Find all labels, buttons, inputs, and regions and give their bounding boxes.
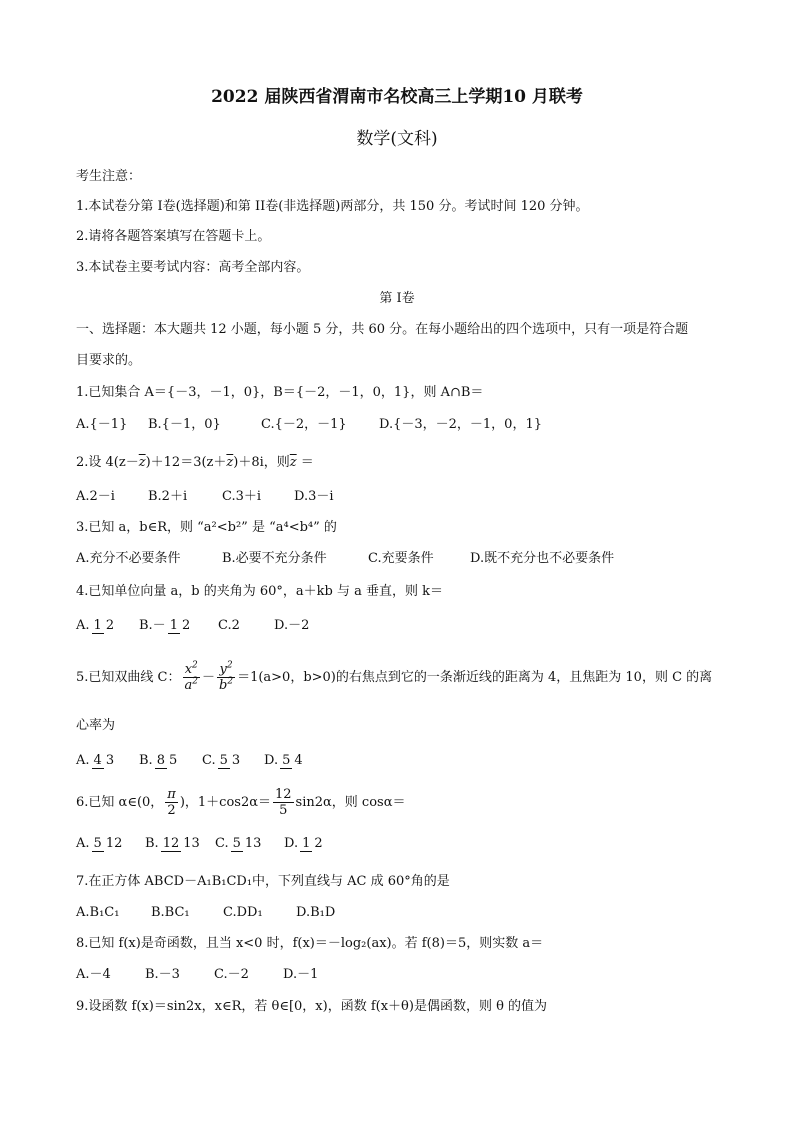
fraction: 1 2 — [93, 617, 115, 633]
stem-part: 5.已知双曲线 C： — [76, 670, 181, 685]
option-c: C.2 — [218, 618, 240, 633]
stem-part: )，1＋cos2α＝ — [179, 795, 271, 810]
option-c: C.{－2，－1} — [261, 417, 347, 432]
question-7-stem: 7.在正方体 ABCD－A₁B₁CD₁中，下列直线与 AC 成 60°角的是 — [76, 874, 450, 889]
question-4-stem: 4.已知单位向量 a，b 的夹角为 60°，a＋kb 与 a 垂直，则 k＝ — [76, 584, 444, 599]
option-b: B.－ 1 2 — [139, 617, 191, 633]
option-b: B.－3 — [145, 967, 180, 982]
question-5-stem: 5.已知双曲线 C： $\frac{x^2}{a^2}$ － $\frac{y^2}{b^2}$ ＝1(a>0，b>0)的右焦点到它的一条渐近线的距离为 4，且焦距为 10，则 C 的离 — [76, 660, 713, 693]
option-b: B.BC₁ — [151, 905, 190, 920]
exam-title: 2022 届陕西省渭南市名校高三上学期10 月联考 — [211, 87, 583, 107]
question-9-stem: 9.设函数 f(x)＝sin2x，x∈R，若 θ∈[0，x)，函数 f(x＋θ)是偶函数，则 θ 的值为 — [76, 999, 548, 1014]
option-a: A. 4 3 — [76, 752, 115, 768]
question-2-stem: 2.设 $4(z-\overline{z})+12=3(z+\overline{z})+8i$，则$\overline{z}$ ＝ — [76, 455, 314, 470]
option-d: D.{－3，－2，－1，0，1} — [379, 417, 542, 432]
section-instructions: 一、选择题：本大题共 12 小题，每小题 5 分，共 60 分。在每小题给出的四个选项中，只有一项是符合题 — [76, 322, 689, 337]
fraction: 12 13 — [162, 835, 200, 851]
question-8-stem: 8.已知 f(x)是奇函数，且当 x<0 时，f(x)＝－log₂(ax)。若 f(8)＝5，则实数 a＝ — [76, 936, 544, 951]
option-c: C. 5 13 — [215, 835, 262, 851]
option-a: A.2－i — [76, 489, 115, 504]
option-b: B.必要不充分条件 — [222, 551, 327, 566]
stem-part: ＝1(a>0，b>0)的右焦点到它的一条渐近线的距离为 4，且焦距为 10，则 C 的离 — [237, 670, 713, 685]
option-c: C. 5 3 — [202, 752, 241, 768]
question-5-stem-cont: 心率为 — [76, 718, 116, 733]
fraction: 5 3 — [219, 752, 241, 768]
fraction: 8 5 — [156, 752, 178, 768]
option-a: A. 1 2 — [76, 617, 115, 633]
option-d: D. 1 2 — [284, 835, 323, 851]
option-a: A. 5 12 — [76, 835, 123, 851]
option-b: B.2＋i — [148, 489, 188, 504]
question-6-options — [76, 826, 327, 862]
notice-item-3: 3.本试卷主要考试内容：高考全部内容。 — [76, 260, 310, 275]
fraction-x2-a2: $\frac{x^2}{a^2}$ — [184, 660, 198, 693]
fraction: 5 4 — [282, 752, 303, 768]
option-d: D.－2 — [274, 618, 310, 633]
option-d: D.既不充分也不必要条件 — [470, 551, 615, 566]
question-8-options — [76, 967, 318, 983]
question-4-options — [76, 610, 309, 642]
stem-part: 2.设 4(z－ — [76, 455, 139, 470]
fraction: 1 2 — [169, 617, 191, 633]
fraction: 5 12 — [93, 835, 123, 851]
section-instructions-cont: 目要求的。 — [76, 353, 142, 368]
option-c: C.－2 — [214, 967, 249, 982]
option-b: B. 12 13 — [145, 835, 200, 851]
option-d: D. 5 4 — [264, 752, 303, 768]
option-c: C.3＋i — [222, 489, 262, 504]
option-c: C.DD₁ — [223, 905, 263, 920]
exam-subtitle: 数学(文科) — [356, 129, 438, 149]
question-3-stem: 3.已知 a，b∈R，则 “a²<b²” 是 “a⁴<b⁴” 的 — [76, 520, 337, 535]
option-d: D.B₁D — [296, 905, 336, 920]
stem-part: sin2α，则 cosα＝ — [295, 795, 406, 810]
question-1-stem: 1.已知集合 A＝{－3，－1，0}，B＝{－2，－1，0，1}，则 A∩B＝ — [76, 385, 484, 400]
question-7-options — [76, 905, 335, 921]
stem-part: 6.已知 α∈(0， — [76, 795, 164, 810]
question-5-options — [76, 743, 307, 779]
z-conjugate: $\overline{z}$ — [138, 455, 146, 470]
fraction: 1 2 — [302, 835, 323, 851]
z-conjugate: $\overline{z}$ — [289, 455, 297, 470]
notice-item-1: 1.本试卷分第 I卷(选择题)和第 II卷(非选择题)两部分，共 150 分。考试时间 120 分钟。 — [76, 199, 589, 214]
option-b: B.{－1，0} — [148, 417, 221, 432]
stem-part: )＋8i，则 — [233, 455, 290, 470]
notice-item-2: 2.请将各题答案填写在答题卡上。 — [76, 229, 271, 244]
fraction: 4 3 — [93, 752, 115, 768]
option-a: A.充分不必要条件 — [76, 551, 181, 566]
question-6-stem — [76, 786, 406, 820]
notice-heading: 考生注意： — [76, 169, 142, 184]
option-c: C.充要条件 — [368, 551, 434, 566]
fraction-y2-b2: $\frac{y^2}{b^2}$ — [219, 660, 234, 693]
section-label: 第 I卷 — [379, 291, 415, 306]
question-3-options — [76, 551, 614, 567]
stem-part: )＋12＝3(z＋ — [145, 455, 227, 470]
option-a: A.{－1} — [76, 417, 128, 432]
question-1-options — [76, 417, 542, 433]
z-conjugate: $\overline{z}$ — [226, 455, 234, 470]
fraction-12-5: $\frac{12}{5}$ — [275, 787, 292, 818]
fraction-pi-2: $\frac{\pi}{2}$ — [167, 787, 176, 818]
option-b: B. 8 5 — [139, 752, 178, 768]
option-d: D.3－i — [294, 489, 334, 504]
option-d: D.－1 — [283, 967, 319, 982]
fraction: 5 13 — [232, 835, 262, 851]
question-2-options — [76, 489, 334, 505]
option-a: A.B₁C₁ — [76, 905, 120, 920]
option-a: A.－4 — [76, 967, 111, 982]
